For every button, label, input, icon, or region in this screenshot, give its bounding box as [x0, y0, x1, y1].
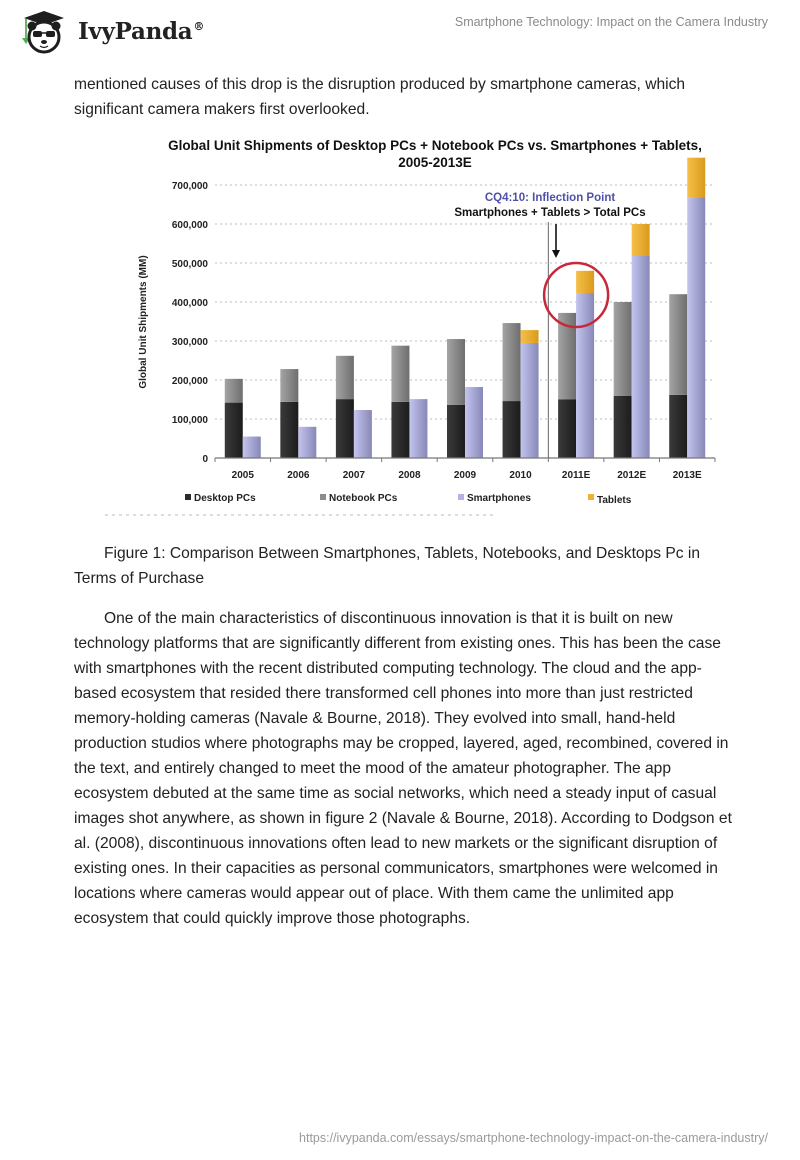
- brand-name: [78, 18, 204, 45]
- shipments-bar-chart: [100, 130, 740, 525]
- bar-tablets: [521, 330, 539, 343]
- legend-label: Tablets: [597, 495, 632, 506]
- bar-notebook-pcs: [669, 294, 687, 395]
- bar-notebook-pcs: [614, 302, 632, 396]
- bar-notebook-pcs: [225, 379, 243, 403]
- x-tick-label: 2007: [342, 470, 366, 481]
- bar-desktop-pcs: [669, 395, 687, 458]
- y-tick-label: 600,000: [171, 220, 208, 231]
- y-tick-label: 400,000: [171, 298, 208, 309]
- bar-desktop-pcs: [336, 399, 354, 458]
- bar-desktop-pcs: [614, 396, 632, 458]
- bar-smartphones: [632, 256, 650, 458]
- bar-desktop-pcs: [503, 401, 521, 458]
- legend-label: Smartphones: [467, 493, 531, 504]
- bar-notebook-pcs: [336, 356, 354, 399]
- bar-notebook-pcs: [503, 323, 521, 401]
- legend-label: Desktop PCs: [194, 493, 256, 504]
- y-tick-label: 300,000: [171, 337, 208, 348]
- x-tick-label: 2005: [231, 470, 254, 481]
- document-title: Smartphone Technology: Impact on the Camera Industry: [454, 15, 768, 29]
- footer-url[interactable]: https://ivypanda.com/essays/smartphone-technology-impact-on-the-camera-industry/: [299, 1131, 768, 1145]
- intro-paragraph: mentioned causes of this drop is the disruption produced by smartphone cameras, which significant camera makers first overlooked.: [74, 76, 686, 118]
- bar-smartphones: [409, 399, 427, 458]
- bar-smartphones: [465, 387, 483, 458]
- chart-legend: [185, 493, 632, 506]
- x-tick-label: 2009: [453, 470, 477, 481]
- page-header: [0, 0, 800, 60]
- bar-tablets: [632, 224, 650, 256]
- panda-graduate-icon: [18, 8, 70, 54]
- brand-logo[interactable]: [18, 8, 204, 54]
- brand-name-text: IvyPanda: [78, 17, 193, 45]
- y-axis-ticks: [172, 181, 209, 465]
- bars: [225, 158, 705, 458]
- bar-smartphones: [354, 410, 372, 458]
- y-axis-label: Global Unit Shipments (MM): [138, 255, 149, 389]
- bar-desktop-pcs: [391, 402, 409, 458]
- bar-smartphones: [687, 197, 705, 458]
- y-tick-label: 0: [202, 454, 208, 465]
- bar-desktop-pcs: [558, 400, 576, 459]
- bar-notebook-pcs: [391, 346, 409, 402]
- bar-notebook-pcs: [447, 339, 465, 405]
- x-tick-label: 2011E: [561, 470, 591, 481]
- chart-title-line2: 2005-2013E: [398, 155, 472, 170]
- main-paragraph: One of the main characteristics of discontinuous innovation is that it is built on new technology platforms that are significantly different from existing ones. This has been the case with smartphones with the recent distributed computing technology. The cloud and the app-based ecosystem that resided there transformed cell phones into more than just restricted memory-holding cameras (Navale & Bourne, 2018). They evolved into small, hand-held production studios where photographs may be cropped, layered, aged, recombined, covered in the text, and entirely changed to meet the mood of the amateur photographer. The app ecosystem debuted at the same time as social networks, which need a steady input of casual images shot anywhere, as shown in figure 2 (Navale & Bourne, 2018). According to Dodgson et al. (2008), discontinuous innovations often lead to new markets or the significant disruption of existing ones. In their capacities as personal communicators, smartphones were welcomed in locations where cameras would appear out of place. With them came the unlimited app ecosystem that could quickly improve those photographs.: [74, 610, 732, 927]
- x-tick-label: 2008: [398, 470, 421, 481]
- legend-swatch: [320, 494, 326, 500]
- x-tick-label: 2006: [287, 470, 310, 481]
- inflection-point-subtitle: Smartphones + Tablets > Total PCs: [454, 207, 646, 219]
- chart-title: Global Unit Shipments of Desktop PCs + Notebook PCs vs. Smartphones + Tablets,: [168, 138, 702, 153]
- legend-swatch: [185, 494, 191, 500]
- arrow-down-icon: [552, 250, 560, 258]
- x-axis: [215, 458, 715, 481]
- bar-smartphones: [576, 293, 594, 458]
- x-tick-label: 2013E: [672, 470, 702, 481]
- y-tick-label: 500,000: [171, 259, 208, 270]
- inflection-point-title: CQ4:10: Inflection Point: [484, 192, 616, 204]
- y-tick-label: 100,000: [171, 415, 208, 426]
- y-tick-label: 700,000: [171, 181, 208, 192]
- bar-desktop-pcs: [280, 402, 298, 458]
- registered-mark: ®: [193, 19, 205, 33]
- y-tick-label: 200,000: [171, 376, 208, 387]
- bar-smartphones: [243, 437, 261, 458]
- figure-1-chart: [100, 130, 740, 525]
- x-tick-label: 2010: [509, 470, 532, 481]
- bar-desktop-pcs: [447, 405, 465, 458]
- bar-notebook-pcs: [280, 369, 298, 402]
- legend-swatch: [458, 494, 464, 500]
- bar-smartphones: [521, 343, 539, 458]
- bar-desktop-pcs: [225, 403, 243, 458]
- figure-caption: Figure 1: Comparison Between Smartphones, Tablets, Notebooks, and Desktops Pc in Terms of Purchase: [74, 545, 701, 587]
- x-tick-label: 2012E: [617, 470, 647, 481]
- bar-smartphones: [298, 427, 316, 458]
- legend-swatch: [588, 494, 594, 500]
- legend-label: Notebook PCs: [329, 493, 398, 504]
- bar-tablets: [576, 271, 594, 293]
- bar-tablets: [687, 158, 705, 197]
